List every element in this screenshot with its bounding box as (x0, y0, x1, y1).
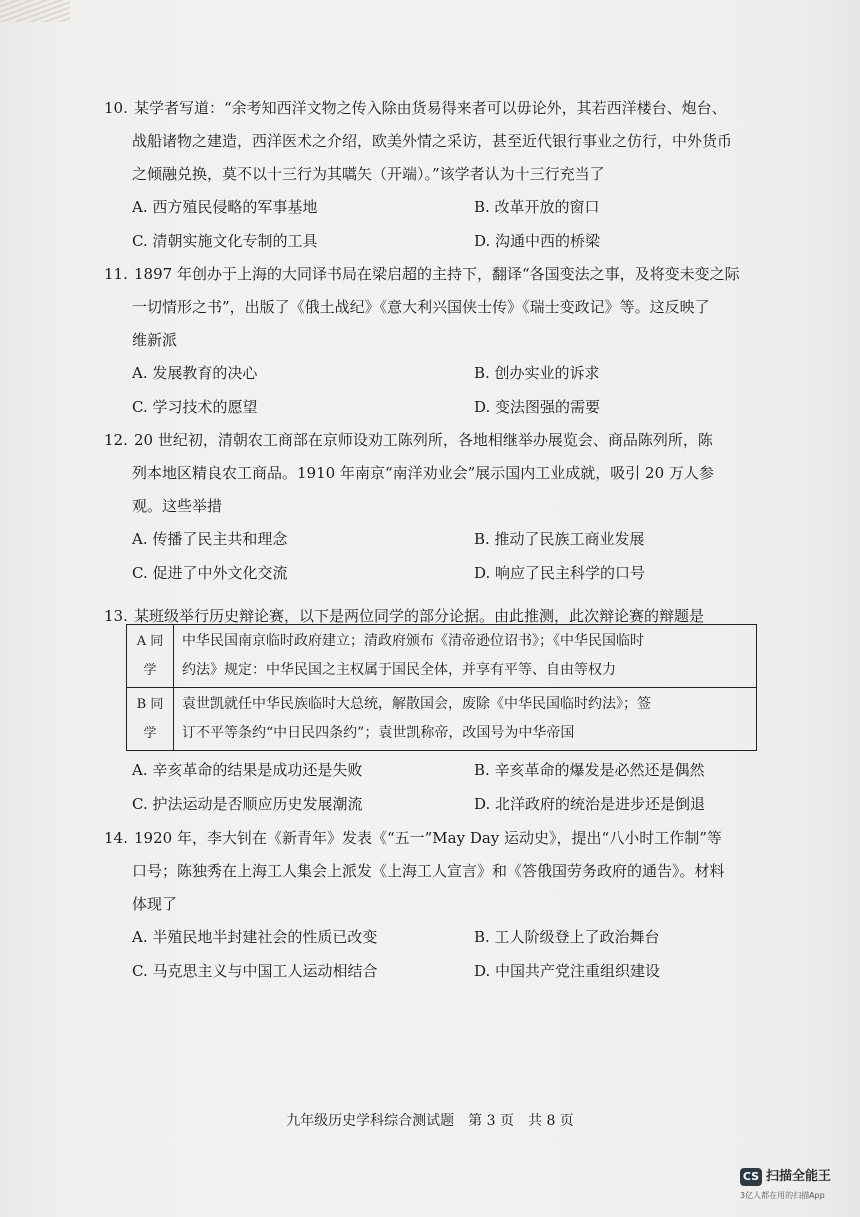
options (104, 191, 794, 259)
question-11 (104, 258, 794, 425)
scan-corner-mark (0, 0, 70, 22)
stem-line: 口号；陈独秀在上海工人集会上派发《上海工人宣言》和《答俄国劳务政府的通告》。材料 (132, 862, 725, 880)
options (104, 523, 794, 591)
evidence-line: 中华民国南京临时政府建立；清政府颁布《清帝逊位诏书》；《中华民国临时 (182, 633, 644, 649)
evidence-cell (174, 625, 757, 688)
evidence-line: 订不平等条约“中日民四条约”；袁世凯称帝，改国号为中华帝国 (182, 725, 575, 741)
stem-line: 20 世纪初，清朝农工商部在京师设劝工陈列所，各地相继举办展览会、商品陈列所，陈 (134, 431, 713, 449)
option-a: A. 半殖民地半封建社会的性质已改变 (132, 928, 378, 946)
option-b: B. 工人阶级登上了政治舞台 (474, 928, 660, 946)
speaker-cell: A 同学 (127, 625, 174, 688)
option-c: C. 学习技术的愿望 (132, 398, 258, 416)
option-a: A. 辛亥革命的结果是成功还是失败 (132, 761, 363, 779)
stem-line: 1897 年创办于上海的大同译书局在梁启超的主持下，翻译“各国变法之事，及将变未变之际 (134, 265, 740, 283)
debate-evidence-table (126, 624, 757, 751)
table-row (127, 688, 757, 751)
option-c: C. 清朝实施文化专制的工具 (132, 232, 318, 250)
question-stem (104, 424, 794, 523)
stem-line: 某学者写道：“余考知西洋文物之传入除由货易得来者可以毋论外，其若西洋楼台、炮台、 (134, 99, 727, 117)
option-b: B. 推动了民族工商业发展 (474, 530, 645, 548)
question-number: 13. (104, 607, 128, 625)
watermark-brand: 扫描全能王 (766, 1169, 832, 1184)
page-footer: 九年级历史学科综合测试题 第 3 页 共 8 页 (286, 1113, 574, 1129)
option-d: D. 北洋政府的统治是进步还是倒退 (474, 795, 706, 813)
stem-line: 体现了 (132, 895, 178, 913)
question-stem (104, 92, 794, 191)
stem-line: 战船诸物之建造，西洋医术之介绍，欧美外情之采访，甚至近代银行事业之仿行，中外货币 (132, 132, 733, 150)
stem-line: 观。这些举措 (132, 497, 223, 515)
stem-line: 1920 年，李大钊在《新青年》发表《“五一”May Day 运动史》，提出“八小时工作制”等 (134, 829, 722, 847)
question-number: 14. (104, 829, 128, 847)
watermark-tagline: 3亿人都在用的扫描App (740, 1191, 825, 1200)
option-b: B. 创办实业的诉求 (474, 364, 600, 382)
stem-line: 某班级举行历史辩论赛，以下是两位同学的部分论据。由此推测，此次辩论赛的辩题是 (134, 607, 705, 625)
stem-line: 之倾融兑换，莫不以十三行为其嚆矢（开端）。”该学者认为十三行充当了 (132, 165, 605, 183)
option-a: A. 西方殖民侵略的军事基地 (132, 198, 318, 216)
question-stem (104, 822, 794, 921)
option-b: B. 辛亥革命的爆发是必然还是偶然 (474, 761, 705, 779)
question-14 (104, 822, 794, 989)
option-b: B. 改革开放的窗口 (474, 198, 600, 216)
options (104, 921, 794, 989)
evidence-line: 袁世凯就任中华民族临时大总统，解散国会，废除《中华民国临时约法》；签 (182, 696, 651, 712)
question-12 (104, 424, 794, 591)
options (104, 754, 794, 822)
option-c: C. 促进了中外文化交流 (132, 564, 288, 582)
stem-line: 一切情形之书”，出版了《俄土战纪》《意大利兴国侠士传》《瑞士变政记》等。这反映了 (132, 298, 710, 316)
question-13-options (104, 754, 794, 822)
option-c: C. 马克思主义与中国工人运动相结合 (132, 962, 378, 980)
question-number: 10. (104, 99, 128, 117)
option-d: D. 响应了民主科学的口号 (474, 564, 646, 582)
question-stem (104, 258, 794, 357)
option-d: D. 变法图强的需要 (474, 398, 601, 416)
question-number: 12. (104, 431, 128, 449)
option-a: A. 传播了民主共和理念 (132, 530, 288, 548)
evidence-line: 约法》规定：中华民国之主权属于国民全体，并享有平等、自由等权力 (182, 662, 616, 678)
option-d: D. 中国共产党注重组织建设 (474, 962, 661, 980)
stem-line: 列本地区精良农工商品。1910 年南京“南洋劝业会”展示国内工业成就，吸引 20 万人参 (132, 464, 714, 482)
camscanner-logo-icon: CS (740, 1168, 762, 1186)
table-row (127, 625, 757, 688)
evidence-cell (174, 688, 757, 751)
scanner-watermark (740, 1168, 850, 1208)
question-10 (104, 92, 794, 259)
option-c: C. 护法运动是否顺应历史发展潮流 (132, 795, 363, 813)
options (104, 357, 794, 425)
stem-line: 维新派 (132, 331, 178, 349)
option-a: A. 发展教育的决心 (132, 364, 258, 382)
question-number: 11. (104, 265, 128, 283)
speaker-cell: B 同学 (127, 688, 174, 751)
option-d: D. 沟通中西的桥梁 (474, 232, 601, 250)
